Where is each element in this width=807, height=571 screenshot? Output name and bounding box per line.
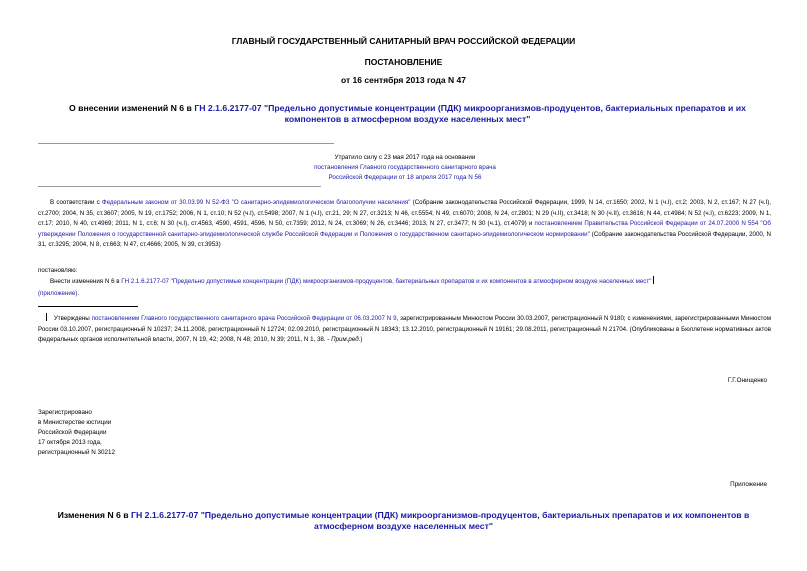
- paragraph-legal-basis: [38, 198, 771, 251]
- appendix-link[interactable]: (приложение): [38, 290, 78, 297]
- issuing-authority: ГЛАВНЫЙ ГОСУДАРСТВЕННЫЙ САНИТАРНЫЙ ВРАЧ РОССИЙСКОЙ ФЕДЕРАЦИИ: [231, 36, 576, 46]
- registration-line: 17 октября 2013 года,: [38, 439, 102, 446]
- document-date-number: от 16 сентября 2013 года N 47: [341, 75, 466, 85]
- text-fragment: (Собрание законодательства Российской Федерации, 1999, N 14, ст.1650; 2002, N 1 (ч.I), ст.2; 2003, N 2, ст.167; N 27 (ч.I), ст.2700; 2004, N 35, ст.3607; 2005, N 19, ст.1752; 2006, N 1, ст.10; N 52 (ч.I), ст.5498; 2007, N 1 (ч.I), ст.21, 29; N 27, ст.3213; N 46, ст.5554; N 49, ст.6070; 2008, N 24, ст.2801; N 29 (ч.II), ст.3418; N 30 (ч.II), ст.3616; N 44, ст.4984; N 52 (ч.I), ст.6223; 2009, N 1, ст.17; 2010, N 40, ст.4969; 2011, N 1, ст.6; N 30 (ч.I), ст.4563, 4590, 4591, 4596, N 50, ст.7359; 2012, N 24, ст.3069; N 26, ст.3446; 2013, N 27, ст.3477; N 30 (ч.1), ст.4079) и: [38, 199, 771, 227]
- text-fragment: В соответствии с: [50, 199, 102, 206]
- divider-status: [38, 186, 321, 187]
- footnote-decree-link[interactable]: постановлением Главного государственного санитарного врача Российской Федерации от 06.03.2007 N 9: [91, 315, 397, 322]
- footnote-divider: [38, 306, 138, 307]
- footnote-marker[interactable]: [653, 276, 657, 284]
- title-prefix: О внесении изменений N 6 в: [69, 103, 195, 113]
- registration-line: регистрационный N 30212: [38, 449, 116, 456]
- status-line-1: Утратило силу с 23 мая 2017 года на основании: [334, 154, 476, 161]
- registration-line: Зарегистрировано: [38, 409, 92, 416]
- signature: Г.Г.Онищенко: [727, 377, 767, 384]
- paragraph-resolve: постановляю:: [38, 267, 78, 274]
- title-gn-link[interactable]: ГН 2.1.6.2177-07 "Предельно допустимые концентрации (ПДК) микроорганизмов-продуцентов, бактериальных препаратов и их компонентов в атмосферном воздухе населенных мест": [194, 103, 746, 124]
- status-link-line-3[interactable]: Российской Федерации от 18 апреля 2017 года N 56: [328, 174, 482, 181]
- editor-note: Прим.ред.: [331, 336, 361, 343]
- appendix-gn-link[interactable]: ГН 2.1.6.2177-07 "Предельно допустимые концентрации (ПДК) микроорганизмов-продуцентов, бактериальных препаратов и их компонентов в атмосферном воздухе населенных мест": [131, 510, 750, 531]
- text-fragment: (Собрание законодательства Российской Федерации, 2000, N 31, ст.3295; 2004, N 8, ст.663; N 47, ст.4666; 2005, N 39, ст.3953): [38, 230, 771, 248]
- paragraph-appendix-ref: [38, 289, 771, 300]
- footnote-text: [38, 313, 771, 346]
- title-prefix: Изменения N 6 в: [57, 510, 132, 520]
- text-fragment: ): [360, 336, 363, 343]
- divider-top: [38, 143, 334, 144]
- text-fragment: Утверждены: [52, 315, 92, 322]
- federal-law-link[interactable]: Федеральным законом от 30.03.99 N 52-ФЗ "О санитарно-эпидемиологическом благополучии населения": [101, 199, 411, 206]
- appendix-title: [40, 510, 767, 532]
- status-link-line-2[interactable]: постановления Главного государственного санитарного врача: [314, 164, 496, 171]
- document-type: ПОСТАНОВЛЕНИЕ: [364, 57, 443, 67]
- registration-line: в Министерстве юстиции: [38, 419, 112, 426]
- text-fragment: Внести изменения N 6 в: [50, 278, 122, 285]
- text-fragment: , зарегистрированным Минюстом России 30.03.2007, регистрационный N 9180; с изменениями, зарегистрированными Минюстом России 03.10.2007, регистрационный N 10237; 24.11.2008, регистрационный N 12724; 02.09.2010, регистрационный N 18343; 13.12.2010, регистрационный N 19161; 29.08.2011, регистрационный N 21704. (Опубликованы в Бюллетене нормативных актов федеральных органов исполнительной власти, 2007, N 19, 42; 2008, N 48; 2010, N 39; 2011, N 1, 38. -: [38, 315, 771, 343]
- registration-block: [38, 408, 115, 458]
- document-title: [50, 103, 765, 125]
- gn-link[interactable]: ГН 2.1.6.2177-07 "Предельно допустимые концентрации (ПДК) микроорганизмов-продуцентов, бактериальных препаратов и их компонентов в атмосферном воздухе населенных мест": [121, 278, 652, 285]
- status-note: [225, 153, 585, 183]
- government-decree-link[interactable]: постановлением Правительства Российской Федерации от 24.07.2000 N 554 "Об утверждении Положения о государственной санитарно-эпидемиологической службе Российской Федерации и Положения о государственном санитарно-эпидемиологическом нормировании": [38, 220, 771, 238]
- footnote-marker: [46, 313, 50, 321]
- text-fragment: .: [77, 290, 80, 297]
- appendix-label: Приложение: [730, 481, 767, 488]
- registration-line: Российской Федерации: [38, 429, 107, 436]
- paragraph-amendment: [38, 276, 771, 288]
